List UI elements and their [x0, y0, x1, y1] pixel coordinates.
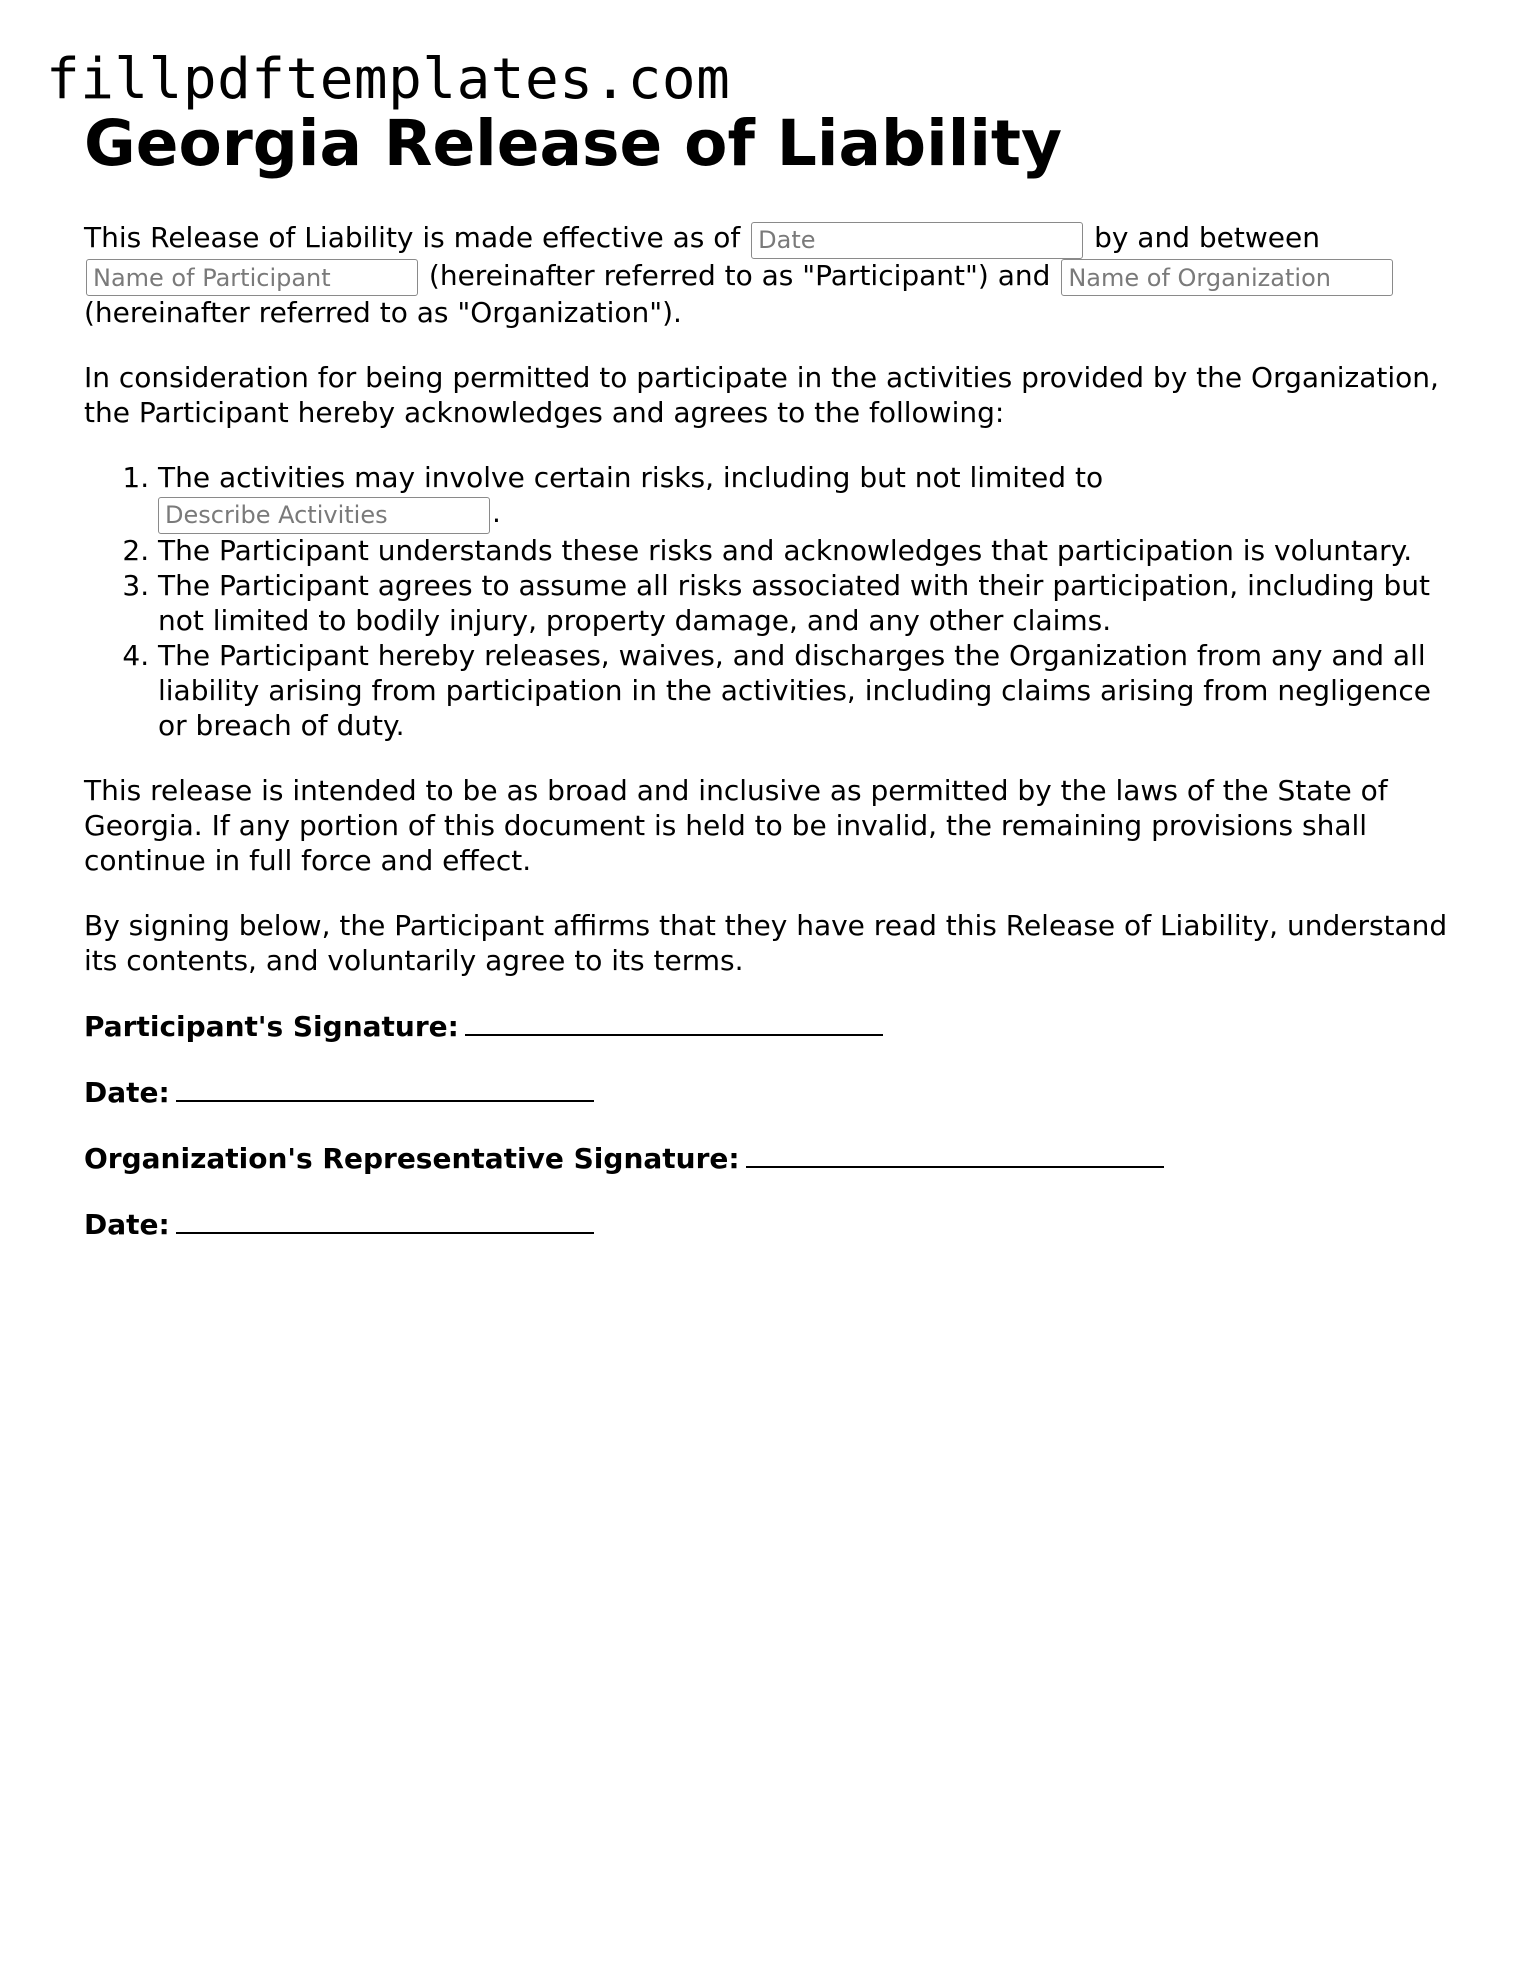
participant-signature-line[interactable]: [465, 1008, 883, 1036]
terms-list: [84, 460, 1454, 743]
list-item: 2. The Participant understands these risks and acknowledges that participation is voluntary.: [158, 533, 1454, 568]
participant-signature-label: Participant's Signature:: [84, 1009, 459, 1043]
organization-date-line[interactable]: [176, 1206, 594, 1234]
term-1-text: The activities may involve certain risks, including but not limited to: [158, 461, 1104, 494]
intro-paragraph: [84, 220, 1454, 330]
organization-name-field[interactable]: [1061, 259, 1393, 296]
document-title: Georgia Release of Liability: [84, 107, 1063, 180]
intro-text-2: by and between: [1094, 221, 1320, 254]
participant-date-line[interactable]: [176, 1074, 594, 1102]
participant-date-label: Date:: [84, 1075, 170, 1109]
document-body: [84, 104, 1454, 1272]
participant-name-field[interactable]: [86, 259, 418, 296]
list-item: 4. The Participant hereby releases, waives, and discharges the Organization from any and all liability arising from participation in the activities, including claims arising from negligence or breach of duty.: [158, 638, 1454, 743]
consideration-paragraph: In consideration for being permitted to participate in the activities provided by the Organization, the Participant hereby acknowledges and agrees to the following:: [84, 361, 1439, 429]
organization-date-label: Date:: [84, 1207, 170, 1241]
watermark-text: fillpdftemplates.com: [46, 47, 731, 112]
organization-signature-label: Organization's Representative Signature:: [84, 1141, 740, 1175]
release-paragraph: This release is intended to be as broad and inclusive as permitted by the laws of the State of Georgia. If any portion of this document is held to be invalid, the remaining provisions shall continue in full force and effect.: [84, 773, 1388, 877]
intro-text-4: (hereinafter referred to as "Organization").: [84, 296, 682, 329]
participant-date-row: [84, 1074, 1454, 1110]
signing-paragraph: By signing below, the Participant affirms that they have read this Release of Liability, understand its contents, and voluntarily agree to its terms.: [84, 908, 1448, 977]
intro-text-3: (hereinafter referred to as "Participant") and: [428, 258, 1051, 292]
participant-signature-row: [84, 1008, 1454, 1044]
describe-activities-field[interactable]: [158, 497, 490, 534]
term-1-end: .: [492, 496, 501, 529]
organization-signature-row: [84, 1140, 1454, 1176]
list-item: 3. The Participant agrees to assume all risks associated with their participation, including but not limited to bodily injury, property damage, and any other claims.: [158, 568, 1454, 638]
intro-text-1: This Release of Liability is made effective as of: [84, 221, 741, 254]
list-item: [158, 460, 1454, 533]
organization-date-row: [84, 1206, 1454, 1242]
organization-signature-line[interactable]: [746, 1140, 1164, 1168]
effective-date-field[interactable]: [751, 222, 1083, 259]
